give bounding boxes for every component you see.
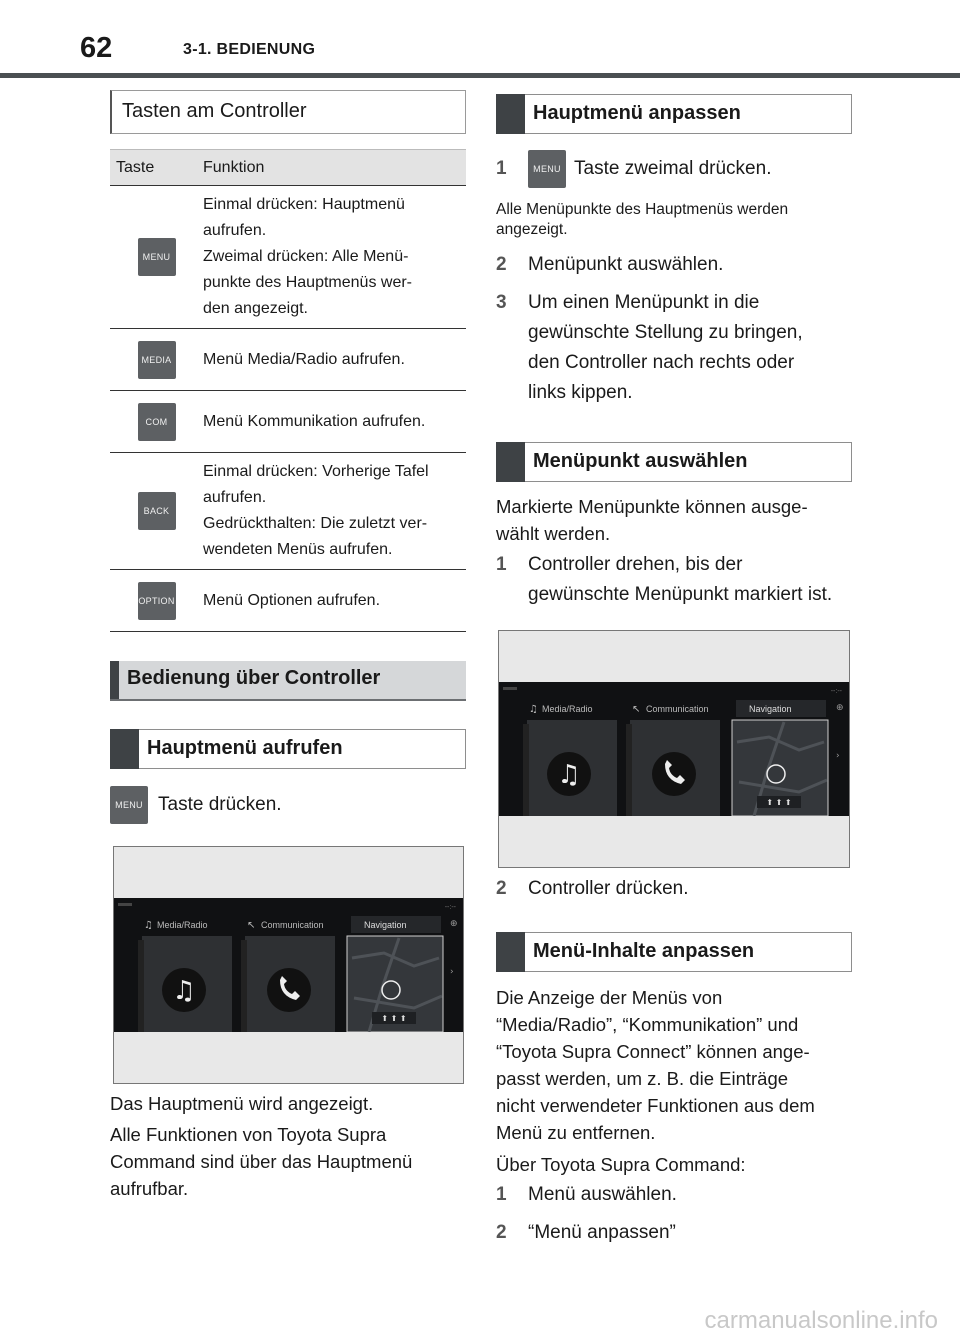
table-row [110,570,466,632]
table-header-taste: Taste [110,150,203,186]
press-text: Taste drücken. [158,794,282,815]
body-line: Command sind über das Hauptmenü [110,1151,413,1172]
function-line: Menü Optionen aufrufen. [203,591,381,609]
step-item [496,150,852,188]
status-dots [118,903,132,906]
tile-label-navigation: Navigation [364,920,407,930]
phone-small-icon: ↖ [247,920,256,931]
body-line: “Media/Radio”, “Kommunikation” und [496,1014,799,1035]
step-item [496,1218,852,1248]
step-item [496,288,852,408]
music-small-icon: ♫ [529,704,538,715]
select-menu-screenshot [498,630,850,868]
table-row [110,186,466,329]
function-line: Einmal drücken: Hauptmenü [203,196,405,213]
header-rule [0,73,960,78]
function-line: wendeten Menüs aufrufen. [203,541,393,558]
step-number: 1 [496,158,507,179]
table-row [110,329,466,391]
globe-icon: ⊕ [450,919,458,929]
subsection-title: Hauptmenü aufrufen [147,737,343,759]
step-text: Taste zweimal drücken. [574,158,772,179]
chevron-right-icon: › [450,967,454,977]
section-bedienung [110,661,466,701]
table-header-funktion: Funktion [203,150,466,186]
menu-key-icon: MENU [528,150,566,188]
box-title-tasten: Tasten am Controller [110,90,466,134]
table-row [110,453,466,570]
status-dots [503,687,517,690]
step-text: “Menü anpassen” [528,1222,676,1243]
media-key-icon: MEDIA [138,341,176,379]
step-item [496,874,852,904]
body-line: passt werden, um z. B. die Einträge [496,1068,789,1089]
subsection-title: Menü-Inhalte anpassen [533,940,755,962]
step-text: Menü auswählen. [528,1184,677,1205]
tile-shadow [138,940,144,1032]
section-bar [496,932,525,972]
clock-text: --:-- [444,904,456,911]
step-number: 2 [496,878,507,899]
result-line: Das Hauptmenü wird angezeigt. [110,1093,374,1114]
screen-graphic [114,898,463,1032]
subsection-hauptmenu-aufrufen [110,729,466,769]
page-number: 62 [80,32,113,64]
menu-key-icon: MENU [138,238,176,276]
tile-shadow [626,724,632,816]
function-line: aufrufen. [203,489,267,506]
step-number: 2 [496,254,507,275]
subsection-title: Hauptmenü anpassen [533,102,741,124]
option-key-icon: OPTION [138,582,176,620]
step-item [496,550,852,610]
back-key-icon: BACK [138,492,176,530]
body-line: wählt werden. [496,523,611,544]
page-header [0,0,960,78]
tile-shadow [241,940,247,1032]
phone-circle [267,968,311,1012]
music-small-icon: ♫ [144,920,153,931]
section-bar [110,729,139,769]
press-instruction [110,786,466,824]
section-title: Bedienung über Controller [127,667,381,689]
body-line: Alle Funktionen von Toyota Supra [110,1124,387,1145]
body-line: Markierte Menüpunkte können ausge- [496,496,808,517]
step-number: 1 [496,1184,507,1205]
globe-icon: ⊕ [836,703,844,713]
function-line: punkte des Hauptmenüs wer- [203,274,412,291]
tile-label-navigation: Navigation [749,704,792,714]
body-line: aufrufbar. [110,1178,189,1199]
left-column [110,90,466,1202]
music-note-icon: ♫ [557,760,581,790]
main-menu-screenshot [113,846,464,1084]
step-number: 3 [496,292,507,313]
function-line: Gedrückthalten: Die zuletzt ver- [203,515,428,532]
subsection-title: Menüpunkt auswählen [533,450,748,472]
screen-graphic [499,682,849,816]
tile-label-communication: Communication [261,920,324,930]
step-number: 2 [496,1222,507,1243]
phone-small-icon: ↖ [632,704,641,715]
step-text-line: gewünschte Stellung zu bringen, [528,322,803,343]
watermark: carmanualsonline.info [704,1307,938,1334]
note-line: Alle Menüpunkte des Hauptmenüs werden [496,201,789,218]
table-header-row [110,150,466,186]
music-note-icon: ♫ [172,976,196,1006]
phone-circle [652,752,696,796]
section-bar [496,442,525,482]
table-row [110,391,466,453]
step-text-line: den Controller nach rechts oder [528,352,795,373]
function-line: Menü Kommunikation aufrufen. [203,412,426,430]
step-text: Menüpunkt auswählen. [528,254,724,275]
tile-label-media: Media/Radio [542,704,593,714]
function-line: Menü Media/Radio aufrufen. [203,350,405,368]
tile-label-media: Media/Radio [157,920,208,930]
chevron-right-icon: › [836,751,840,761]
step-text-line: links kippen. [528,382,633,403]
nav-arrows: ⬆ ⬆ ⬆ [766,798,792,807]
step-item [496,250,852,280]
subsection-hauptmenu-anpassen [496,94,852,134]
menu-key-icon: MENU [110,786,148,824]
body-line: Die Anzeige der Menüs von [496,987,723,1008]
note-line: angezeigt. [496,221,568,238]
body-line: “Toyota Supra Connect” können ange- [496,1041,810,1062]
step-number: 1 [496,554,507,575]
subsection-menupunkt-auswaehlen [496,442,852,482]
clock-text: --:-- [830,688,842,695]
step-text-line: gewünschte Menüpunkt markiert ist. [528,584,833,605]
function-line: den angezeigt. [203,300,308,317]
step-text-line: Controller drehen, bis der [528,554,743,575]
step-text-line: Um einen Menüpunkt in die [528,292,760,313]
step-text: Controller drücken. [528,878,689,899]
display-screen [499,682,849,816]
body-line: Über Toyota Supra Command: [496,1154,746,1175]
section-bar [496,94,525,134]
display-screen [114,898,463,1032]
section-bar [110,661,119,699]
step-item [496,1180,852,1210]
com-key-icon: COM [138,403,176,441]
function-line: aufrufen. [203,222,267,239]
keys-table [110,149,466,632]
chapter-title: 3-1. BEDIENUNG [183,41,316,58]
tile-label-communication: Communication [646,704,709,714]
body-line: nicht verwendeter Funktionen aus dem [496,1095,815,1116]
subsection-menu-inhalte [496,932,852,972]
nav-arrows: ⬆ ⬆ ⬆ [381,1014,407,1023]
tile-shadow [523,724,529,816]
body-line: Menü zu entfernen. [496,1122,656,1143]
right-column [496,94,852,1248]
function-line: Zweimal drücken: Alle Menü- [203,248,409,265]
function-line: Einmal drücken: Vorherige Tafel [203,463,429,480]
